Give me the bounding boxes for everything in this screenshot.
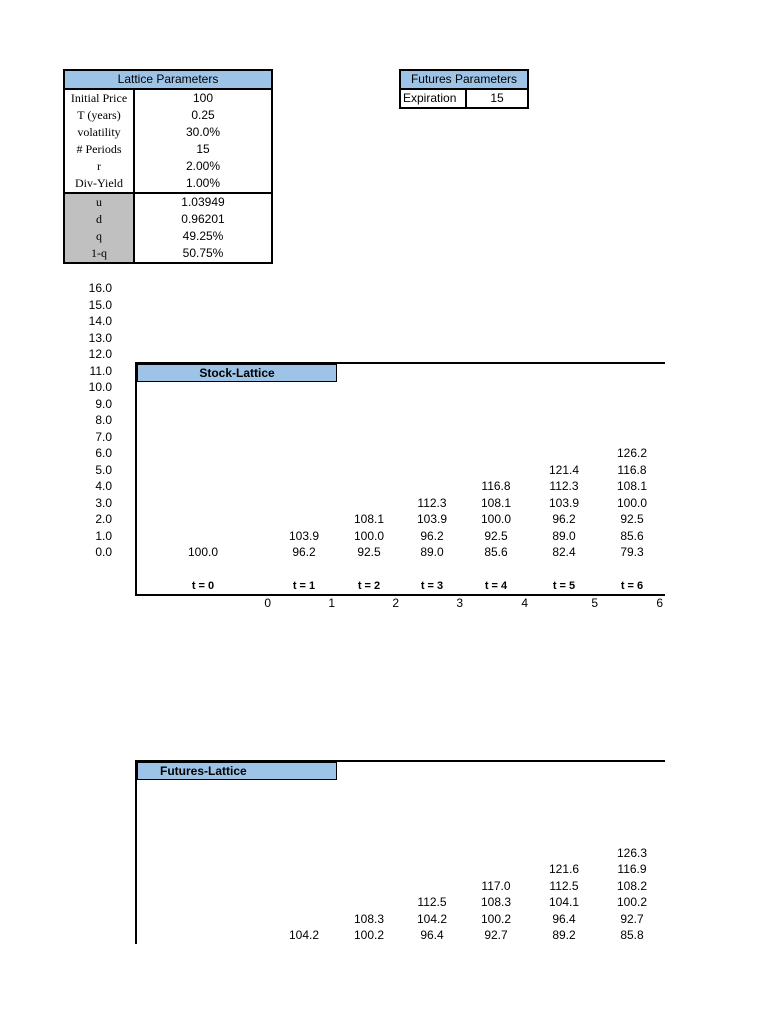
lattice-param-row — [64, 228, 272, 245]
lattice-param-row — [64, 89, 272, 107]
stock-node: 103.9 — [416, 512, 448, 526]
stock-lattice-title: Stock-Lattice — [137, 364, 337, 382]
x-axis-tick: 6 — [656, 596, 663, 610]
futures-node: 96.4 — [420, 928, 444, 942]
y-axis-label: 11.0 — [89, 363, 112, 378]
stock-node: 89.0 — [420, 545, 444, 559]
futures-node: 104.1 — [548, 895, 580, 909]
lattice-param-label: Initial Price — [64, 89, 134, 107]
x-axis-tick: 3 — [456, 596, 463, 610]
time-step-label: t = 1 — [292, 580, 316, 592]
y-axis-label: 16.0 — [88, 281, 112, 295]
lattice-param-label: u — [64, 193, 134, 211]
lattice-param-value: 0.96201 — [134, 211, 272, 228]
time-step-label: t = 5 — [552, 580, 576, 592]
stock-lattice-left-border — [135, 362, 137, 596]
lattice-param-value[interactable]: 15 — [134, 141, 272, 158]
stock-node: 96.2 — [292, 545, 316, 559]
lattice-param-label: T (years) — [64, 107, 134, 124]
stock-node: 92.5 — [484, 528, 508, 543]
lattice-param-label: # Periods — [64, 141, 134, 158]
futures-node: 108.3 — [480, 895, 512, 909]
stock-node: 79.3 — [620, 545, 644, 559]
futures-parameters-table — [399, 69, 529, 109]
lattice-param-label: q — [64, 228, 134, 245]
expiration-label: Expiration — [400, 89, 466, 108]
stock-node: 100.0 — [353, 528, 385, 543]
stock-node: 96.2 — [552, 512, 576, 526]
stock-node: 100.0 — [616, 495, 648, 510]
y-axis-label: 13.0 — [88, 330, 112, 345]
x-axis-tick: 2 — [392, 596, 399, 610]
futures-lattice-title: Futures-Lattice — [137, 762, 337, 780]
lattice-param-value: 50.75% — [134, 245, 272, 263]
lattice-param-row — [64, 211, 272, 228]
futures-node: 117.0 — [481, 878, 511, 893]
stock-node: 126.2 — [616, 446, 648, 460]
lattice-parameters-table — [63, 69, 273, 264]
futures-parameters-title: Futures Parameters — [400, 70, 528, 89]
futures-node: 92.7 — [620, 911, 644, 926]
y-axis-label: 4.0 — [95, 479, 112, 493]
stock-node: 103.9 — [288, 528, 320, 543]
lattice-param-label: 1-q — [64, 245, 134, 263]
lattice-param-value[interactable]: 2.00% — [134, 158, 272, 175]
stock-node: 116.8 — [481, 479, 511, 493]
y-axis-label: 2.0 — [95, 512, 112, 526]
time-step-label: t = 6 — [620, 580, 644, 592]
y-axis-label: 14.0 — [88, 314, 112, 328]
y-axis-label: 6.0 — [95, 446, 112, 460]
lattice-param-label: Div-Yield — [64, 175, 134, 193]
stock-node: 100.0 — [480, 512, 512, 526]
y-axis-label: 15.0 — [88, 297, 112, 312]
futures-lattice-left-border — [135, 760, 137, 944]
y-axis-label: 3.0 — [95, 495, 112, 510]
lattice-parameters-title: Lattice Parameters — [64, 70, 272, 89]
futures-node: 108.2 — [616, 878, 648, 893]
futures-node: 104.2 — [288, 928, 320, 942]
x-axis-tick: 4 — [521, 596, 528, 610]
lattice-param-label: r — [64, 158, 134, 175]
lattice-param-value: 1.03949 — [134, 193, 272, 211]
y-axis-label: 7.0 — [95, 429, 112, 444]
futures-node: 116.9 — [617, 862, 647, 876]
lattice-param-row — [64, 193, 272, 211]
futures-node: 112.5 — [549, 878, 579, 893]
futures-node: 85.8 — [620, 928, 644, 942]
futures-node: 108.3 — [353, 911, 385, 926]
futures-node: 112.5 — [417, 895, 447, 909]
stock-node: 85.6 — [484, 545, 508, 559]
expiration-value[interactable]: 15 — [466, 89, 528, 108]
y-axis-label: 1.0 — [95, 528, 112, 543]
lattice-param-row — [64, 107, 272, 124]
lattice-param-value[interactable]: 0.25 — [134, 107, 272, 124]
stock-node: 100.0 — [187, 545, 219, 559]
lattice-param-row — [64, 175, 272, 193]
lattice-param-row — [64, 124, 272, 141]
y-axis-label: 12.0 — [88, 347, 112, 361]
futures-node: 126.3 — [616, 845, 648, 860]
y-axis-label: 0.0 — [95, 545, 112, 559]
y-axis-label: 10.0 — [88, 380, 112, 394]
futures-node: 121.6 — [548, 862, 580, 876]
stock-node: 121.4 — [548, 462, 580, 477]
time-step-label: t = 2 — [357, 580, 381, 592]
stock-node: 112.3 — [549, 479, 579, 493]
y-axis-label: 9.0 — [95, 396, 112, 411]
stock-node: 92.5 — [357, 545, 381, 559]
x-axis-tick: 0 — [264, 596, 271, 610]
y-axis-label: 5.0 — [95, 462, 112, 477]
lattice-param-label: volatility — [64, 124, 134, 141]
stock-node: 103.9 — [548, 495, 580, 510]
stock-node: 108.1 — [480, 495, 512, 510]
futures-node: 104.2 — [416, 911, 448, 926]
lattice-param-label: d — [64, 211, 134, 228]
stock-node: 112.3 — [417, 495, 447, 510]
lattice-param-row — [64, 245, 272, 263]
lattice-param-row — [64, 141, 272, 158]
futures-node: 96.4 — [552, 911, 576, 926]
lattice-param-value: 49.25% — [134, 228, 272, 245]
futures-node: 100.2 — [480, 911, 512, 926]
time-step-label: t = 0 — [191, 580, 215, 592]
stock-node: 92.5 — [620, 512, 644, 526]
x-axis-tick: 5 — [591, 596, 598, 610]
time-step-label: t = 3 — [420, 580, 444, 592]
stock-node: 82.4 — [552, 545, 576, 559]
futures-node: 89.2 — [552, 928, 576, 942]
lattice-param-row — [64, 158, 272, 175]
lattice-param-value[interactable]: 1.00% — [134, 175, 272, 193]
stock-node: 89.0 — [552, 528, 576, 543]
stock-node: 85.6 — [620, 528, 644, 543]
futures-node: 100.2 — [353, 928, 385, 942]
x-axis-tick: 1 — [328, 596, 335, 610]
y-axis-label: 8.0 — [95, 413, 112, 427]
futures-node: 100.2 — [616, 895, 648, 909]
lattice-param-value[interactable]: 100 — [134, 89, 272, 107]
stock-node: 108.1 — [616, 479, 648, 493]
futures-node: 92.7 — [484, 928, 508, 942]
stock-node: 116.8 — [617, 462, 647, 477]
lattice-param-value[interactable]: 30.0% — [134, 124, 272, 141]
stock-node: 96.2 — [420, 528, 444, 543]
stock-node: 108.1 — [353, 512, 385, 526]
time-step-label: t = 4 — [484, 580, 508, 592]
